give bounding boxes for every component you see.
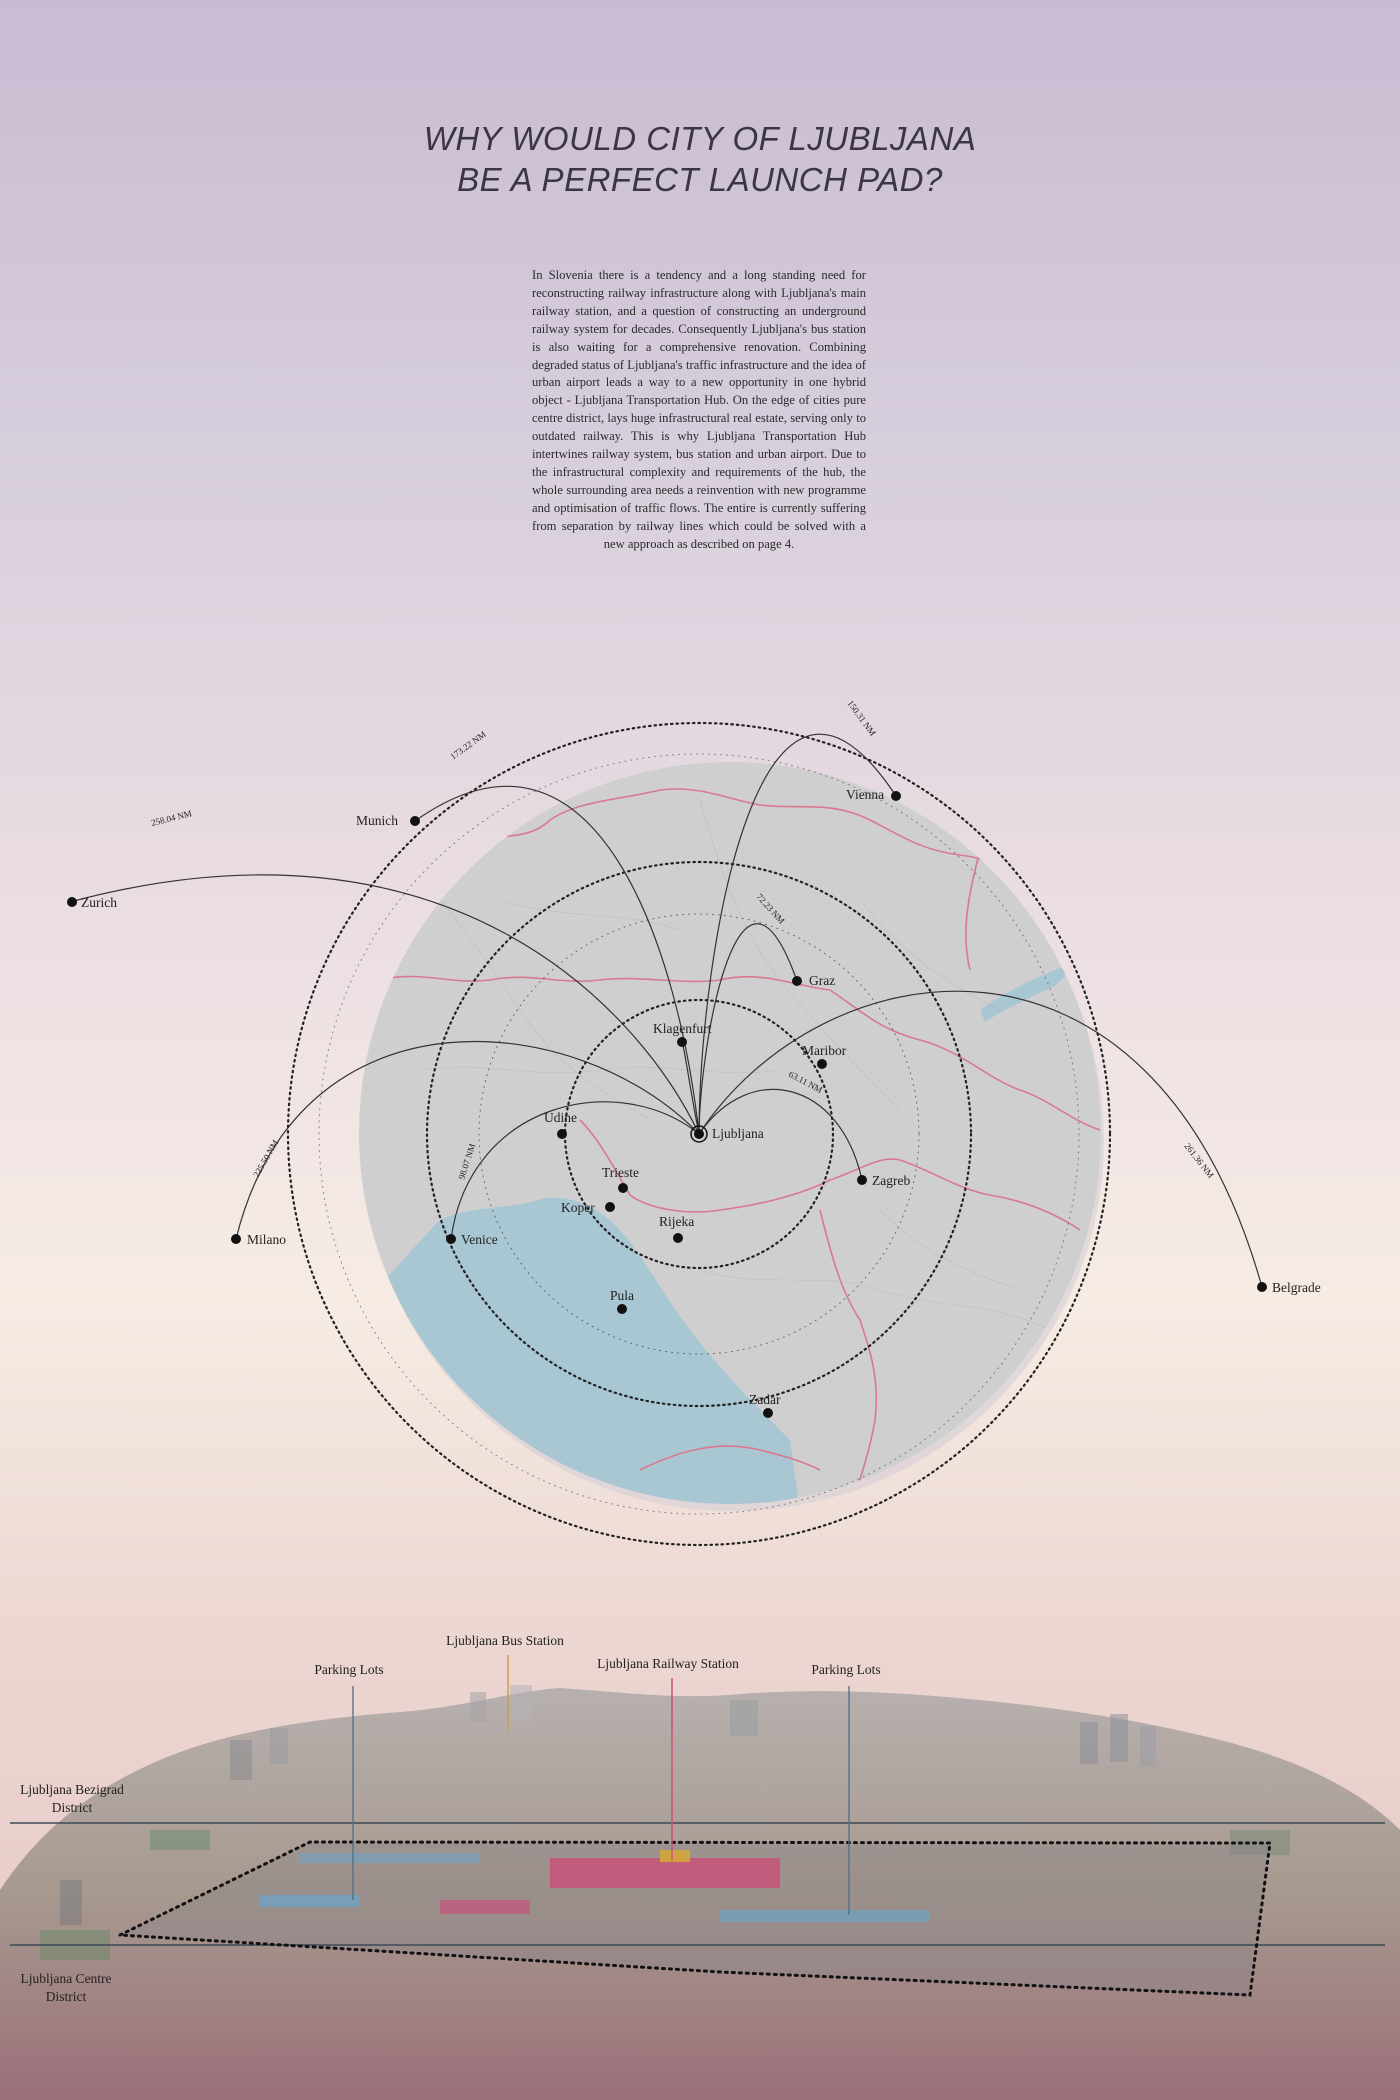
parking-block-left-2: [300, 1853, 480, 1863]
distance-label-belgrade: 261.36 NM: [1182, 1141, 1216, 1180]
city-label-maribor: Maribor: [802, 1043, 847, 1058]
city-dot-pula: [617, 1304, 627, 1314]
city-label-pula: Pula: [610, 1288, 635, 1303]
city-label-udine: Udine: [544, 1110, 577, 1125]
city-label-zagreb: Zagreb: [872, 1173, 911, 1188]
city-dot-rijeka: [673, 1233, 683, 1243]
city-dot-udine: [557, 1129, 567, 1139]
city-label-zadar: Zadar: [749, 1392, 781, 1407]
site-diagram: [0, 1630, 1400, 2100]
city-dot-zagreb: [857, 1175, 867, 1185]
city-label-rijeka: Rijeka: [659, 1214, 695, 1229]
label-bezigrad-line2: District: [51, 1800, 93, 1815]
intro-paragraph: In Slovenia there is a tendency and a long standing need for reconstructing railway infrastructure along with Ljubljana's main railway station, and a question of constructing an underground railway system for decades. Consequently Ljubljana's bus station is also waiting for a comprehensive renovation. Combining degraded status of Ljubljana's traffic infrastructure and the idea of urban airport leads a way to a new opportunity in one hybrid object - Ljubljana Transportation Hub. On the edge of cities pure centre district, lays huge infrastructural real estate, serving only to outdated railway. This is why Ljubljana Transportation Hub intertwines railway system, bus station and urban airport. Due to the infrastructural complexity and requirements of the hub, the whole surrounding area needs a reinvention with new programme and optimisation of traffic flows. The entire is currently suffering from separation by railway lines which could be solved with a new approach as described on page 4.: [532, 268, 866, 551]
city-label-trieste: Trieste: [602, 1165, 640, 1180]
city-dot-maribor: [817, 1059, 827, 1069]
city-label-belgrade: Belgrade: [1272, 1280, 1321, 1295]
parking-block-left: [260, 1895, 360, 1907]
label-bezigrad-line1: Ljubljana Bezigrad: [20, 1782, 124, 1797]
label-bus-station: Ljubljana Bus Station: [446, 1633, 564, 1648]
city-dot-belgrade: [1257, 1282, 1267, 1292]
city-dot-zadar: [763, 1408, 773, 1418]
city-label-klagenfurt: Klagenfurt: [653, 1021, 712, 1036]
parking-block-right: [720, 1910, 930, 1922]
city-dot-venice: [446, 1234, 456, 1244]
distance-label-zagreb: 63.11 NM: [787, 1068, 825, 1095]
railway-platform-block: [440, 1900, 530, 1914]
label-parking-left: Parking Lots: [314, 1662, 384, 1677]
city-label-koper: Koper: [561, 1200, 595, 1215]
hub-label-ljubljana: Ljubljana: [712, 1126, 764, 1141]
title-line-1: WHY WOULD CITY OF LJUBLJANA: [423, 120, 977, 157]
city-label-milano: Milano: [247, 1232, 286, 1247]
distance-label-graz: 72.23 NM: [754, 891, 787, 926]
city-dot-graz: [792, 976, 802, 986]
title-line-2: BE A PERFECT LAUNCH PAD?: [457, 161, 943, 198]
city-dot-milano: [231, 1234, 241, 1244]
city-label-vienna: Vienna: [846, 787, 885, 802]
bus-station-block: [660, 1850, 690, 1862]
label-railway-station: Ljubljana Railway Station: [597, 1656, 739, 1671]
city-label-graz: Graz: [809, 973, 836, 988]
city-dot-munich: [410, 816, 420, 826]
city-label-venice: Venice: [461, 1232, 498, 1247]
page-title: [0, 118, 1400, 200]
city-dot-klagenfurt: [677, 1037, 687, 1047]
distance-label-milano: 225.50 NM: [251, 1138, 281, 1179]
route-map: [0, 650, 1400, 1570]
label-centre-line1: Ljubljana Centre: [20, 1971, 112, 1986]
city-label-munich: Munich: [356, 813, 398, 828]
city-label-zurich: Zurich: [81, 895, 117, 910]
city-dot-vienna: [891, 791, 901, 801]
distance-label-venice: 98.07 NM: [456, 1142, 478, 1181]
city-dot-trieste: [618, 1183, 628, 1193]
distance-label-zurich: 258.04 NM: [150, 808, 193, 828]
label-parking-right: Parking Lots: [811, 1662, 881, 1677]
hub-dot: [694, 1129, 704, 1139]
railway-station-block: [550, 1858, 780, 1888]
label-centre-line2: District: [45, 1989, 87, 2004]
city-dot-zurich: [67, 897, 77, 907]
distance-label-vienna: 150.31 NM: [845, 698, 878, 738]
city-dot-koper: [605, 1202, 615, 1212]
distance-label-munich: 173.22 NM: [448, 729, 488, 762]
